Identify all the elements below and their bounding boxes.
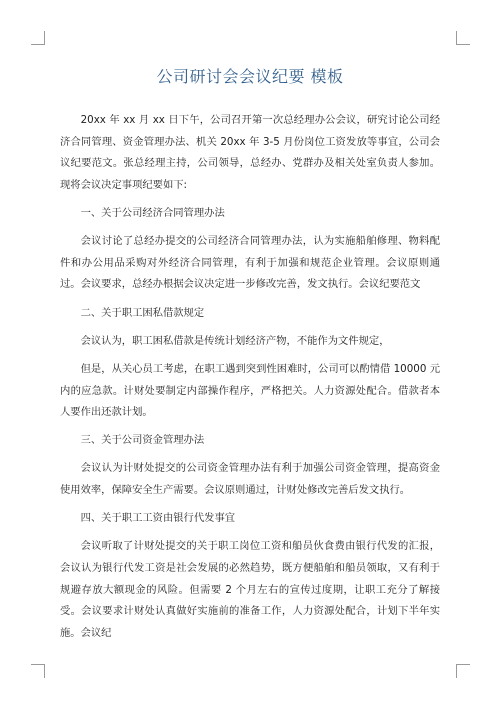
section-heading-1: 一、关于公司经济合同管理办法: [80, 206, 225, 219]
section-heading-4: 四、关于职工工资由银行代发事宜: [80, 512, 236, 525]
paragraph-section-4: 会议听取了计财处提交的关于职工岗位工资和船员伙食费由银行代发的汇报，会议认为银行代发工资是社会发展的必然趋势，既方便船舶和船员领取，又有利于规避存放大额现金的风险。但需要 2 个月左右的宣传过度期，让职工充分了解接受。会议要求计财处认真做好实施前的准备工作，人力资源处配合，计划下半年实施。会议纪: [60, 540, 440, 639]
crop-mark-top-right: [456, 31, 470, 45]
document-title: 公司研讨会会议纪要 模板: [156, 67, 344, 86]
crop-mark-bottom-right: [456, 664, 470, 678]
crop-mark-bottom-left: [31, 664, 45, 678]
crop-mark-top-left: [31, 31, 45, 45]
paragraph-section-2a: 会议认为，职工困私借款是传统计划经济产物，不能作为文件规定，: [80, 334, 390, 347]
paragraph-section-2b: 但是，从关心员工考虑，在职工遇到突到性困难时，公司可以酌情借 10000 元内的应急款。计财处要制定内部操作程序，严格把关。人力资源处配合。借款者本人要作出还款计划。: [60, 362, 440, 419]
section-heading-2: 二、关于职工困私借款规定: [80, 306, 205, 319]
document-body: [60, 110, 440, 651]
paragraph-section-3: 会议认为计财处提交的公司资金管理办法有利于加强公司资金管理，提高资金使用效率，保障安全生产需要。会议原则通过，计财处修改完善后发文执行。: [60, 462, 440, 497]
paragraph-intro: 20xx 年 xx 月 xx 日下午，公司召开第一次总经理办公会议，研究讨论公司经济合同管理、资金管理办法、机关 20xx 年 3-5 月份岗位工资发放等事宜，公司会议纪要范文。张总经理主持，公司领导，总经办、党群办及相关处室负责人参加。现将会议决定事项纪要如下:: [60, 114, 440, 191]
paragraph-section-1: 会议讨论了总经办提交的公司经济合同管理办法，认为实施船舶修理、物料配件和办公用品采购对外经济合同管理，有利于加强和规范企业管理。会议原则通过。会议要求，总经办根据会议决定进一步修改完善，发文执行。会议纪要范文: [60, 235, 440, 291]
section-heading-3: 三、关于公司资金管理办法: [80, 434, 205, 447]
